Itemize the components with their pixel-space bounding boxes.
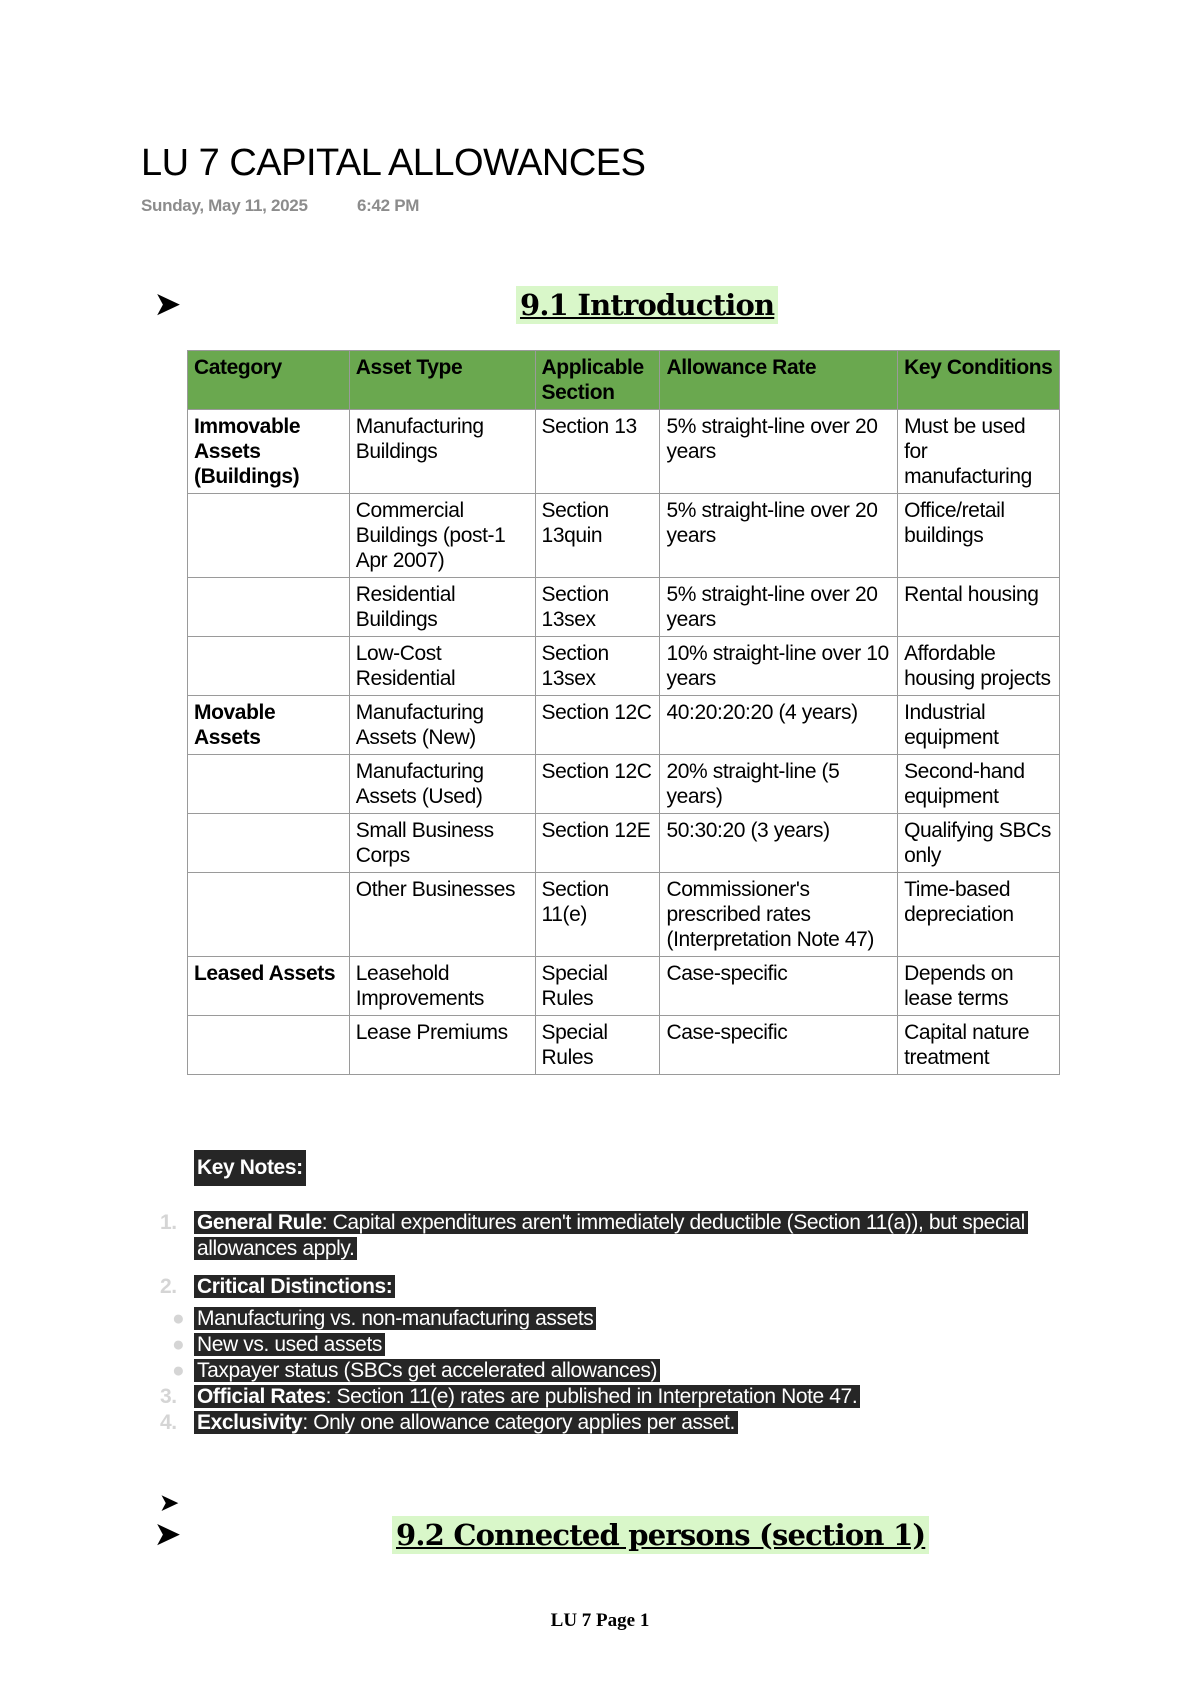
key-notes-heading: Key Notes: — [194, 1150, 306, 1186]
note-text — [194, 1275, 395, 1298]
table-row — [188, 637, 1060, 696]
conditions-cell: Office/retail buildings — [898, 494, 1060, 578]
conditions-cell: Qualifying SBCs only — [898, 814, 1060, 873]
section-cell: Section 13sex — [535, 578, 660, 637]
round-bullet-icon: ● — [172, 1307, 185, 1330]
conditions-cell: Industrial equipment — [898, 696, 1060, 755]
table-row — [188, 755, 1060, 814]
note-time: 6:42 PM — [357, 196, 420, 215]
arrowhead-bullet-icon: ➤ — [160, 1490, 179, 1515]
note-label: Critical Distinctions: — [197, 1275, 393, 1298]
round-bullet-icon: ● — [172, 1359, 185, 1382]
note-text — [194, 1411, 738, 1434]
section-cell: Section 13quin — [535, 494, 660, 578]
note-text — [194, 1385, 860, 1408]
category-cell — [188, 637, 350, 696]
rate-cell: 50:30:20 (3 years) — [660, 814, 898, 873]
asset-type-cell: Other Businesses — [349, 873, 535, 957]
list-number: 4. — [160, 1411, 177, 1434]
rate-cell: 10% straight-line over 10 years — [660, 637, 898, 696]
table-row — [188, 578, 1060, 637]
section-cell: Section 12C — [535, 696, 660, 755]
sub-bullet-text: New vs. used assets — [194, 1333, 385, 1356]
note-label: General Rule — [197, 1211, 322, 1234]
list-item — [150, 1306, 1050, 1332]
table-header-row — [188, 351, 1060, 410]
asset-type-cell: Manufacturing Buildings — [349, 410, 535, 494]
round-bullet-icon: ● — [172, 1333, 185, 1356]
column-header: Key Conditions — [898, 351, 1060, 410]
note-body: : Capital expenditures aren't immediately deductible (Section 11(a)), but special allowances apply. — [197, 1211, 1025, 1260]
rate-cell: 5% straight-line over 20 years — [660, 578, 898, 637]
asset-type-cell: Residential Buildings — [349, 578, 535, 637]
category-cell — [188, 814, 350, 873]
section-cell: Section 12C — [535, 755, 660, 814]
column-header: Category — [188, 351, 350, 410]
category-cell: Leased Assets — [188, 957, 350, 1016]
section-cell: Section 13sex — [535, 637, 660, 696]
asset-type-cell: Manufacturing Assets (Used) — [349, 755, 535, 814]
arrowhead-bullet-icon: ➤ — [155, 1518, 181, 1551]
rate-cell: Case-specific — [660, 1016, 898, 1075]
table-row — [188, 494, 1060, 578]
conditions-cell: Affordable housing projects — [898, 637, 1060, 696]
list-number: 1. — [160, 1211, 177, 1234]
sub-bullet-text: Manufacturing vs. non-manufacturing assets — [194, 1307, 596, 1330]
category-cell: Movable Assets — [188, 696, 350, 755]
asset-type-cell: Lease Premiums — [349, 1016, 535, 1075]
note-body: : Only one allowance category applies per asset. — [302, 1411, 735, 1434]
section-cell: Section 11(e) — [535, 873, 660, 957]
asset-type-cell: Low-Cost Residential — [349, 637, 535, 696]
rate-cell: 20% straight-line (5 years) — [660, 755, 898, 814]
list-item — [150, 1384, 1050, 1410]
conditions-cell: Rental housing — [898, 578, 1060, 637]
list-item — [150, 1274, 1050, 1300]
table-row — [188, 814, 1060, 873]
list-item — [150, 1410, 1050, 1436]
asset-type-cell: Manufacturing Assets (New) — [349, 696, 535, 755]
column-header: Applicable Section — [535, 351, 660, 410]
rate-cell: 5% straight-line over 20 years — [660, 410, 898, 494]
capital-allowances-table — [187, 350, 1060, 1075]
category-cell: Immovable Assets (Buildings) — [188, 410, 350, 494]
list-item — [150, 1358, 1050, 1384]
section-cell: Special Rules — [535, 1016, 660, 1075]
table-row — [188, 957, 1060, 1016]
conditions-cell: Depends on lease terms — [898, 957, 1060, 1016]
sub-bullet-text: Taxpayer status (SBCs get accelerated allowances) — [194, 1359, 660, 1382]
note-body: : Section 11(e) rates are published in Interpretation Note 47. — [325, 1385, 858, 1408]
category-cell — [188, 578, 350, 637]
list-item — [150, 1332, 1050, 1358]
conditions-cell: Must be used for manufacturing — [898, 410, 1060, 494]
category-cell — [188, 873, 350, 957]
category-cell — [188, 494, 350, 578]
asset-type-cell: Leasehold Improvements — [349, 957, 535, 1016]
rate-cell: Case-specific — [660, 957, 898, 1016]
list-number: 2. — [160, 1275, 177, 1298]
section-cell: Section 13 — [535, 410, 660, 494]
list-item — [150, 1210, 1050, 1262]
section-heading-introduction: 9.1 Introduction — [516, 286, 778, 324]
table-row — [188, 410, 1060, 494]
conditions-cell: Time-based depreciation — [898, 873, 1060, 957]
list-number: 3. — [160, 1385, 177, 1408]
arrowhead-bullet-icon: ➤ — [155, 288, 181, 321]
conditions-cell: Capital nature treatment — [898, 1016, 1060, 1075]
rate-cell: 40:20:20:20 (4 years) — [660, 696, 898, 755]
note-label: Official Rates — [197, 1385, 326, 1408]
column-header: Allowance Rate — [660, 351, 898, 410]
asset-type-cell: Small Business Corps — [349, 814, 535, 873]
page-title: LU 7 CAPITAL ALLOWANCES — [141, 142, 646, 184]
note-text — [194, 1211, 1028, 1260]
table-row — [188, 873, 1060, 957]
page-footer: LU 7 Page 1 — [550, 1610, 650, 1631]
note-date: Sunday, May 11, 2025 — [141, 196, 308, 215]
category-cell — [188, 755, 350, 814]
note-label: Exclusivity — [197, 1411, 303, 1434]
asset-type-cell: Commercial Buildings (post-1 Apr 2007) — [349, 494, 535, 578]
section-cell: Section 12E — [535, 814, 660, 873]
table-row — [188, 696, 1060, 755]
rate-cell: Commissioner's prescribed rates (Interpretation Note 47) — [660, 873, 898, 957]
conditions-cell: Second-hand equipment — [898, 755, 1060, 814]
column-header: Asset Type — [349, 351, 535, 410]
table-row — [188, 1016, 1060, 1075]
section-cell: Special Rules — [535, 957, 660, 1016]
key-notes-list — [150, 1210, 1050, 1436]
category-cell — [188, 1016, 350, 1075]
section-heading-connected-persons: 9.2 Connected persons (section 1) — [392, 1516, 929, 1554]
rate-cell: 5% straight-line over 20 years — [660, 494, 898, 578]
